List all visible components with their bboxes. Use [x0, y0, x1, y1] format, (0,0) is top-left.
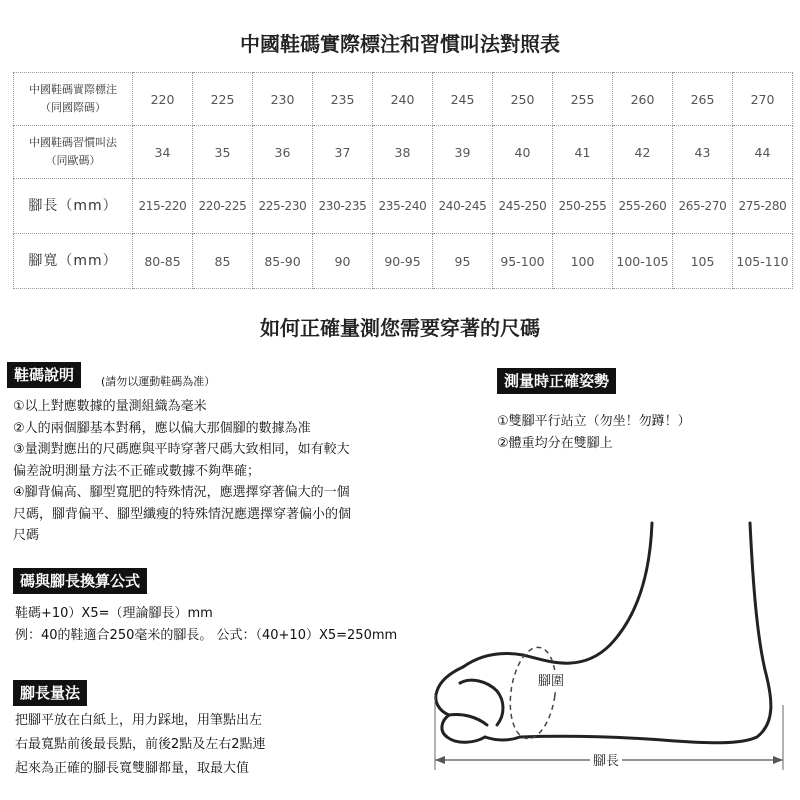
table-cell: 41	[553, 126, 613, 179]
row-label-line: 腳長（mm）	[28, 198, 118, 214]
table-cell: 255	[553, 73, 613, 126]
text-line: 例：40的鞋適合250毫米的腳長。 公式：（40+10）X5=250mm	[15, 628, 398, 643]
table-cell: 37	[313, 126, 373, 179]
row-label-line: 中國鞋碼習慣叫法	[29, 136, 117, 149]
table-cell: 230	[253, 73, 313, 126]
table-cell: 100	[553, 234, 613, 289]
table-cell: 265-270	[673, 179, 733, 234]
table-row	[14, 234, 793, 289]
row-label-line: （同歐碼）	[45, 154, 101, 167]
table-cell: 235	[313, 73, 373, 126]
table-cell: 38	[373, 126, 433, 179]
text-line: 把腳平放在白紙上，用力踩地，用筆點出左	[15, 713, 263, 728]
table-cell: 105	[673, 234, 733, 289]
table-cell: 250	[493, 73, 553, 126]
table-cell: 80-85	[133, 234, 193, 289]
table-cell: 245-250	[493, 179, 553, 234]
size-notes-heading: 鞋碼說明	[7, 362, 81, 388]
table-cell: 95	[433, 234, 493, 289]
table-cell: 230-235	[313, 179, 373, 234]
foot-toes	[436, 667, 485, 742]
table-cell: 100-105	[613, 234, 673, 289]
text-line: 右最寬點前後最長點，前後2點及左右2點連	[15, 737, 266, 752]
table-cell: 265	[673, 73, 733, 126]
row-label-line: 中國鞋碼實際標注	[29, 83, 117, 96]
table-cell: 215-220	[133, 179, 193, 234]
section-title: 如何正確量測您需要穿著的尺碼	[260, 316, 540, 340]
text-line: ②體重均分在雙腳上	[497, 436, 613, 451]
text-line: ①雙腳平行站立（勿坐！勿蹲！）	[497, 414, 691, 429]
table-cell: 275-280	[733, 179, 793, 234]
table-cell: 235-240	[373, 179, 433, 234]
text-line: 偏差說明測量方法不正確或數據不夠準確；	[13, 463, 261, 479]
table-cell: 44	[733, 126, 793, 179]
row-label	[14, 126, 133, 179]
table-cell: 250-255	[553, 179, 613, 234]
text-line: ③量測對應出的尺碼應與平時穿著尺碼大致相同，如有較大	[13, 442, 350, 457]
foot-outline-back	[675, 523, 771, 743]
row-label	[14, 73, 133, 126]
foot-sole	[520, 736, 675, 741]
girth-label: 腳圍	[535, 670, 567, 689]
row-label-line: （同國際碼）	[40, 101, 106, 114]
text-line: ②人的兩個腳基本對稱，應以偏大那個腳的數據為准	[13, 420, 311, 436]
table-cell: 90	[313, 234, 373, 289]
row-label	[14, 179, 133, 234]
table-cell: 42	[613, 126, 673, 179]
table-row	[14, 179, 793, 234]
table-cell: 39	[433, 126, 493, 179]
table-cell: 85-90	[253, 234, 313, 289]
text-line: 鞋碼+10）X5=（理論腳長）mm	[15, 606, 213, 621]
table-cell: 95-100	[493, 234, 553, 289]
table-row	[14, 73, 793, 126]
table-cell: 240	[373, 73, 433, 126]
row-label	[14, 234, 133, 289]
table-cell: 225	[193, 73, 253, 126]
table-cell: 105-110	[733, 234, 793, 289]
table-row	[14, 126, 793, 179]
text-line: 尺碼，腳背偏平、腳型纖瘦的特殊情況應選擇穿著偏小的個	[13, 506, 352, 522]
posture-heading: 測量時正確姿勢	[497, 368, 616, 394]
table-cell: 245	[433, 73, 493, 126]
length-label: 腳長	[590, 750, 622, 769]
table-cell: 35	[193, 126, 253, 179]
table-cell: 43	[673, 126, 733, 179]
text-line: 起來為正確的腳長寬雙腳都量，取最大值	[15, 761, 250, 776]
table-cell: 90-95	[373, 234, 433, 289]
table-cell: 40	[493, 126, 553, 179]
table-cell: 36	[253, 126, 313, 179]
size-notes-note: (請勿以運動鞋碼為准）	[101, 375, 216, 388]
method-heading: 腳長量法	[13, 680, 87, 706]
foot-outline-front	[463, 523, 652, 667]
text-line: ④腳背偏高、腳型寬肥的特殊情況，應選擇穿著偏大的一個	[13, 485, 350, 500]
table-cell: 220	[133, 73, 193, 126]
text-line: ①以上對應數據的量測組織為毫米	[13, 399, 207, 414]
table-cell: 260	[613, 73, 673, 126]
table-cell: 270	[733, 73, 793, 126]
table-cell: 255-260	[613, 179, 673, 234]
table-cell: 85	[193, 234, 253, 289]
table-cell: 220-225	[193, 179, 253, 234]
text-line: 尺碼	[13, 528, 40, 543]
row-label-line: 腳寬（mm）	[28, 253, 118, 269]
table-cell: 34	[133, 126, 193, 179]
table-cell: 240-245	[433, 179, 493, 234]
formula-heading: 碼與腳長換算公式	[13, 568, 147, 594]
page-title: 中國鞋碼實際標注和習慣叫法對照表	[240, 32, 560, 56]
table-cell: 225-230	[253, 179, 313, 234]
size-chart-table	[13, 72, 793, 289]
